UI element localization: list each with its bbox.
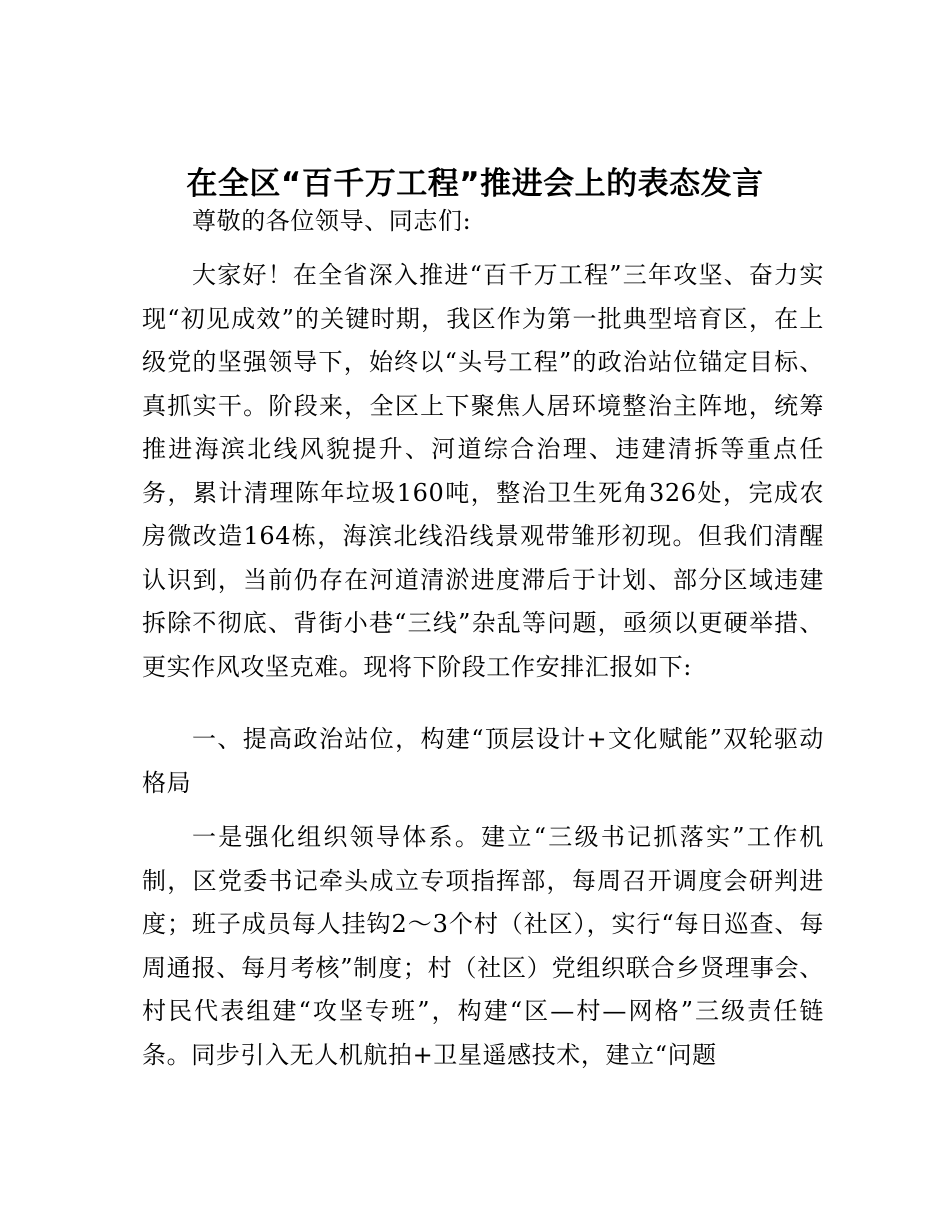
intro-paragraph: 大家好！在全省深入推进“百千万工程”三年攻坚、奋力实现“初见成效”的关键时期，我区作为第一批典型培育区，在上级党的坚强领导下，始终以“头号工程”的政治站位锚定目标、真抓实干。阶段来，全区上下聚焦人居环境整治主阵地，统筹推进海滨北线风貌提升、河道综合治理、违建清拆等重点任务，累计清理陈年垃圾160吨，整治卫生死角326处，完成农房微改造164栋，海滨北线沿线景观带雏形初现。但我们清醒认识到，当前仍存在河道清淤进度滞后于计划、部分区域违建拆除不彻底、背街小巷“三线”杂乱等问题，亟须以更硬举措、更实作风攻坚克难。现将下阶段工作安排汇报如下: [142, 261, 824, 681]
section-heading-1: 一、提高政治站位，构建“顶层设计+文化赋能”双轮驱动格局 [142, 725, 824, 797]
greeting-paragraph: 尊敬的各位领导、同志们: [192, 207, 472, 235]
document-title: 在全区“百千万工程”推进会上的表态发言 [186, 166, 764, 202]
section-1-paragraph: 一是强化组织领导体系。建立“三级书记抓落实”工作机制，区党委书记牵头成立专项指挥部，每周召开调度会研判进度；班子成员每人挂钩2～3个村（社区），实行“每日巡查、每周通报、每月考核”制度；村（社区）党组织联合乡贤理事会、村民代表组建“攻坚专班”，构建“区—村—网格”三级责任链条。同步引入无人机航拍+卫星遥感技术，建立“问题 [142, 823, 824, 1069]
